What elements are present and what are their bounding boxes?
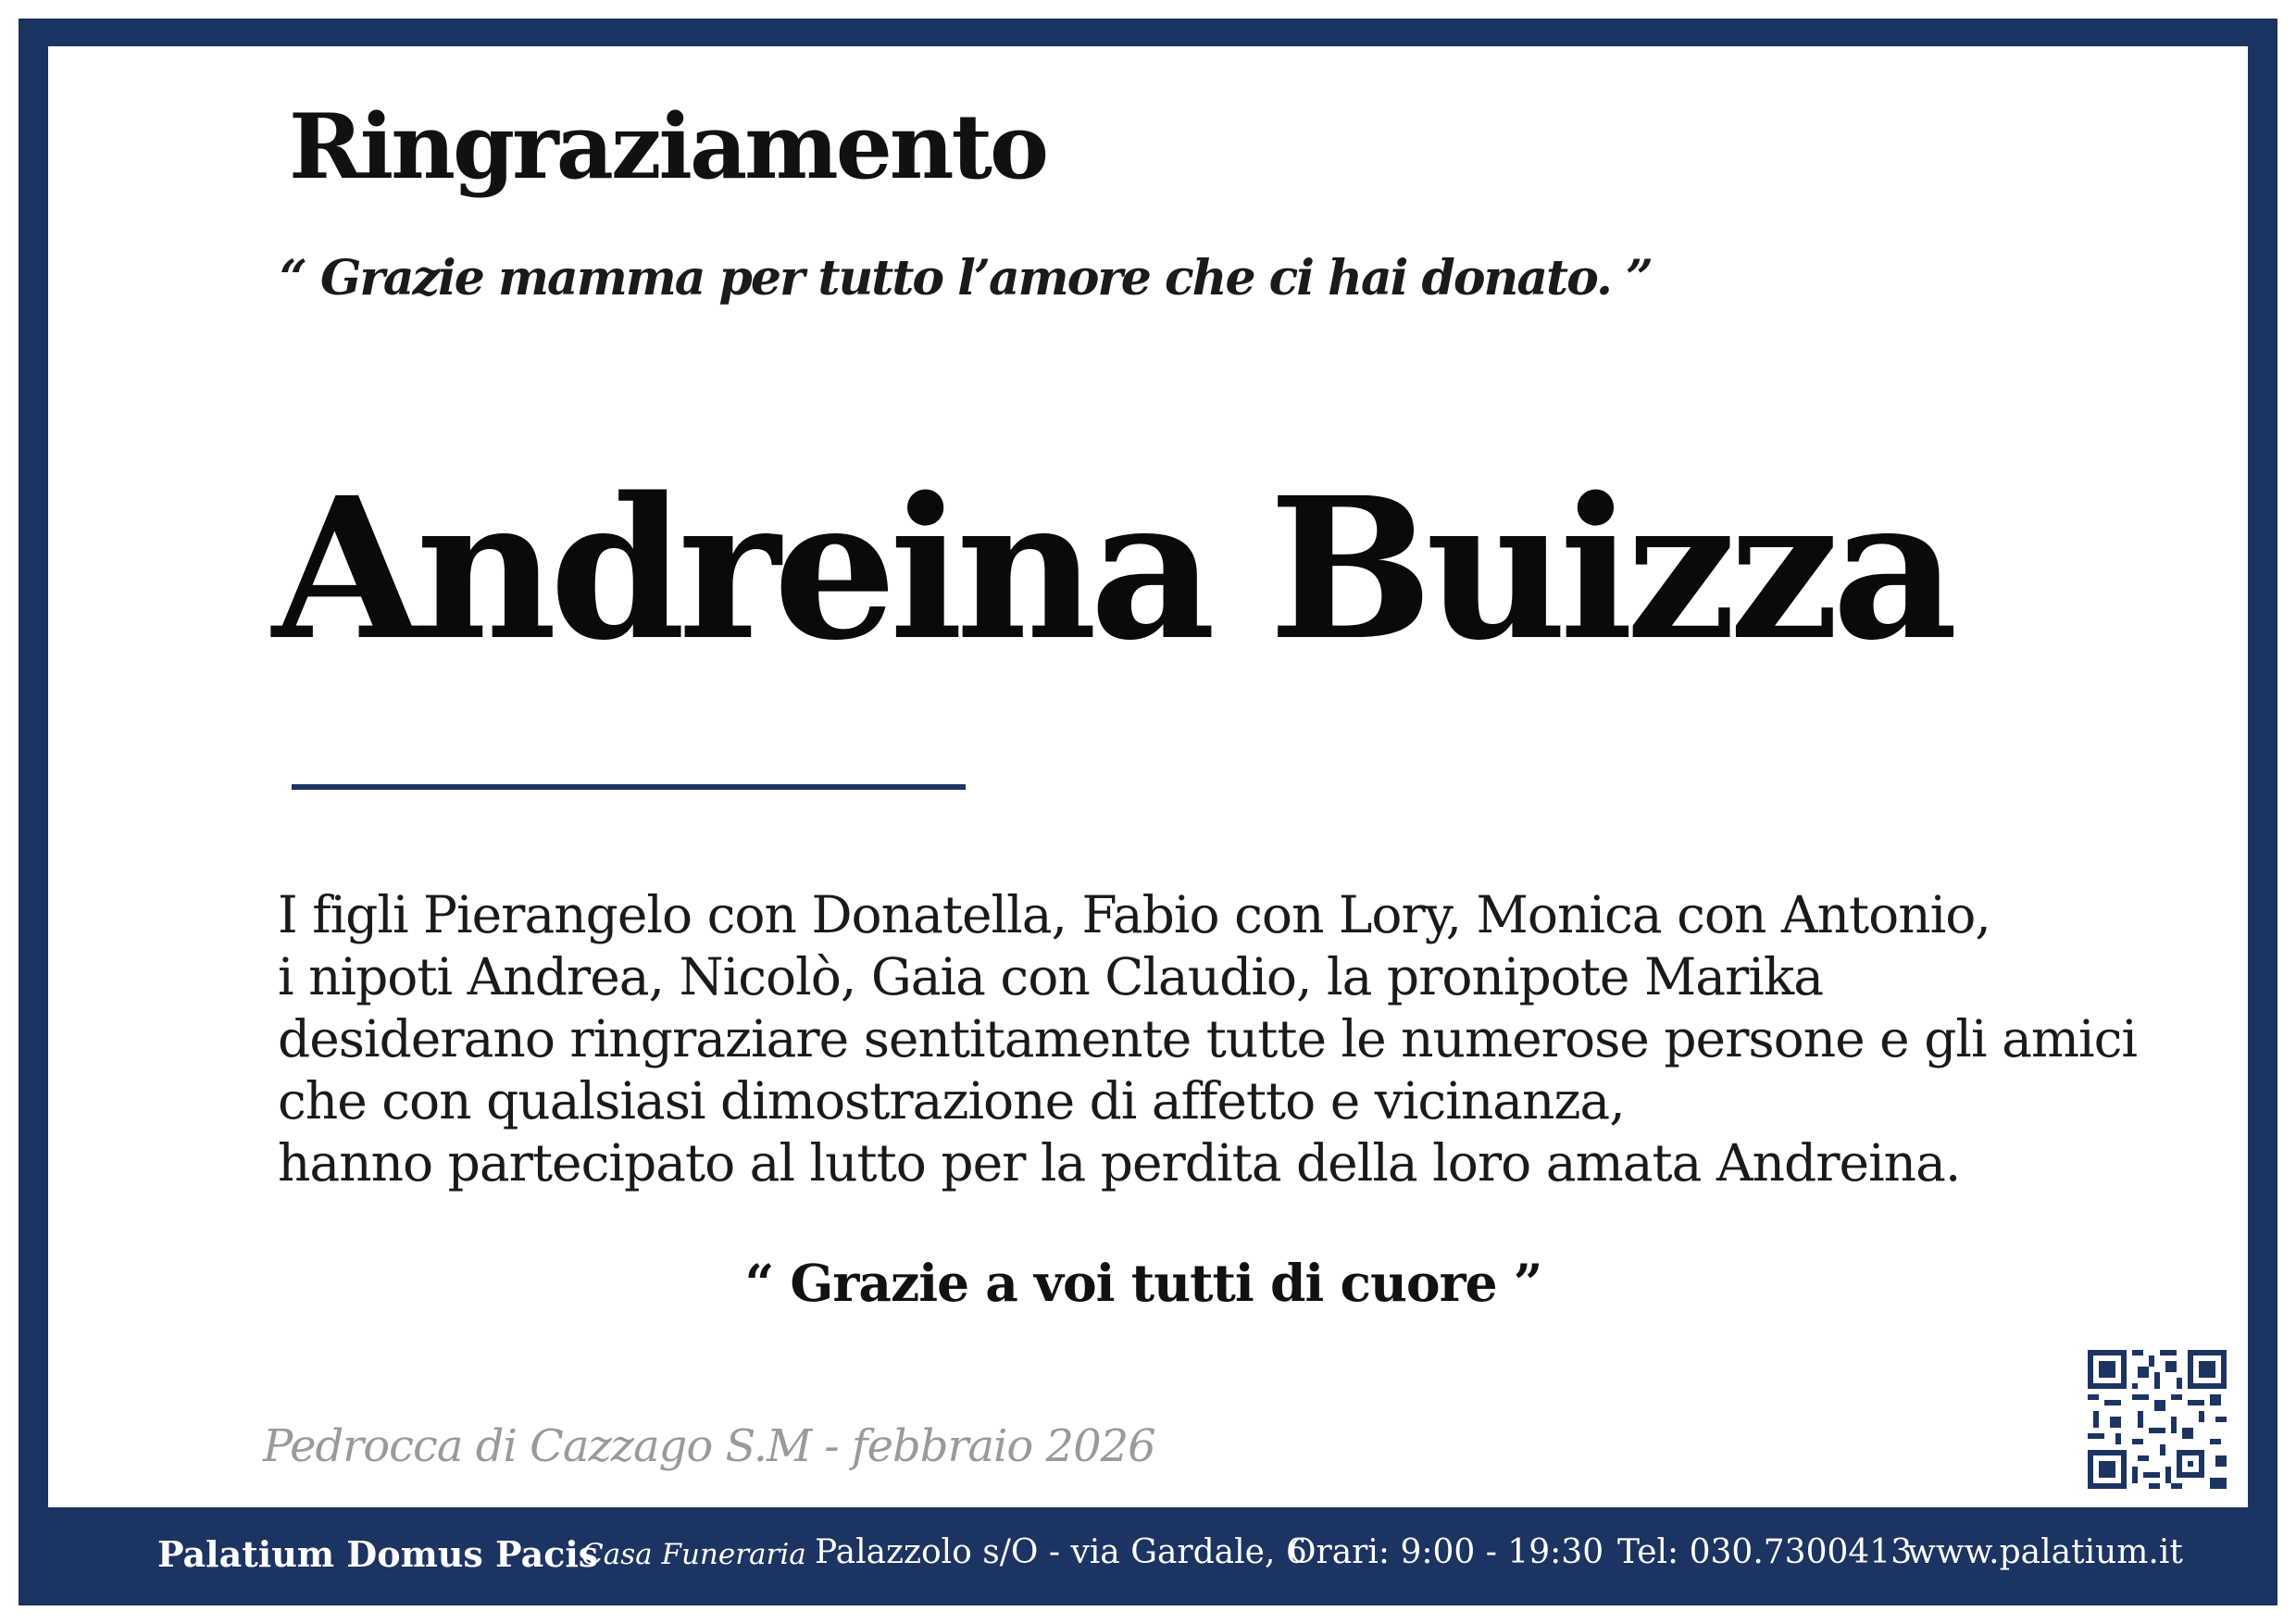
message-line: i nipoti Andrea, Nicolò, Gaia con Claudio, la pronipote Marika (278, 947, 1824, 1006)
company-name: Palatium Domus Pacis (157, 1533, 599, 1575)
closing-quote: “ Grazie a voi tutti di cuore ” (744, 1253, 1542, 1313)
place-date: Pedrocca di Cazzago S.M - febbraio 2026 (263, 1420, 1155, 1472)
message-line: I figli Pierangelo con Donatella, Fabio con Lory, Monica con Antonio, (278, 885, 1990, 944)
closing-quote-wrap (0, 1253, 2296, 1313)
message-line: hanno partecipato al lutto per la perdita della loro amata Andreina. (278, 1133, 1961, 1193)
qr-code-icon[interactable] (2088, 1350, 2227, 1489)
notice-heading: Ringraziamento (289, 94, 1046, 199)
divider-line (292, 784, 966, 790)
company-subtitle: Casa Funeraria (581, 1538, 806, 1571)
message (278, 884, 2137, 1194)
phone-number[interactable]: Tel: 030.7300413 (1617, 1533, 1913, 1571)
top-quote: “ Grazie mamma per tutto l’amore che ci hai donato. ” (280, 250, 1652, 306)
website-link[interactable]: www.palatium.it (1907, 1533, 2183, 1571)
opening-hours: Orari: 9:00 - 19:30 (1289, 1533, 1604, 1571)
footer-bar (19, 1507, 2277, 1605)
message-line: desiderano ringraziare sentitamente tutte le numerose persone e gli amici (278, 1009, 2138, 1068)
deceased-name: Andreina Buizza (272, 455, 1951, 683)
message-line: che con qualsiasi dimostrazione di affetto e vicinanza, (278, 1071, 1625, 1131)
company-address: Palazzolo s/O - via Gardale, 6 (815, 1533, 1307, 1571)
